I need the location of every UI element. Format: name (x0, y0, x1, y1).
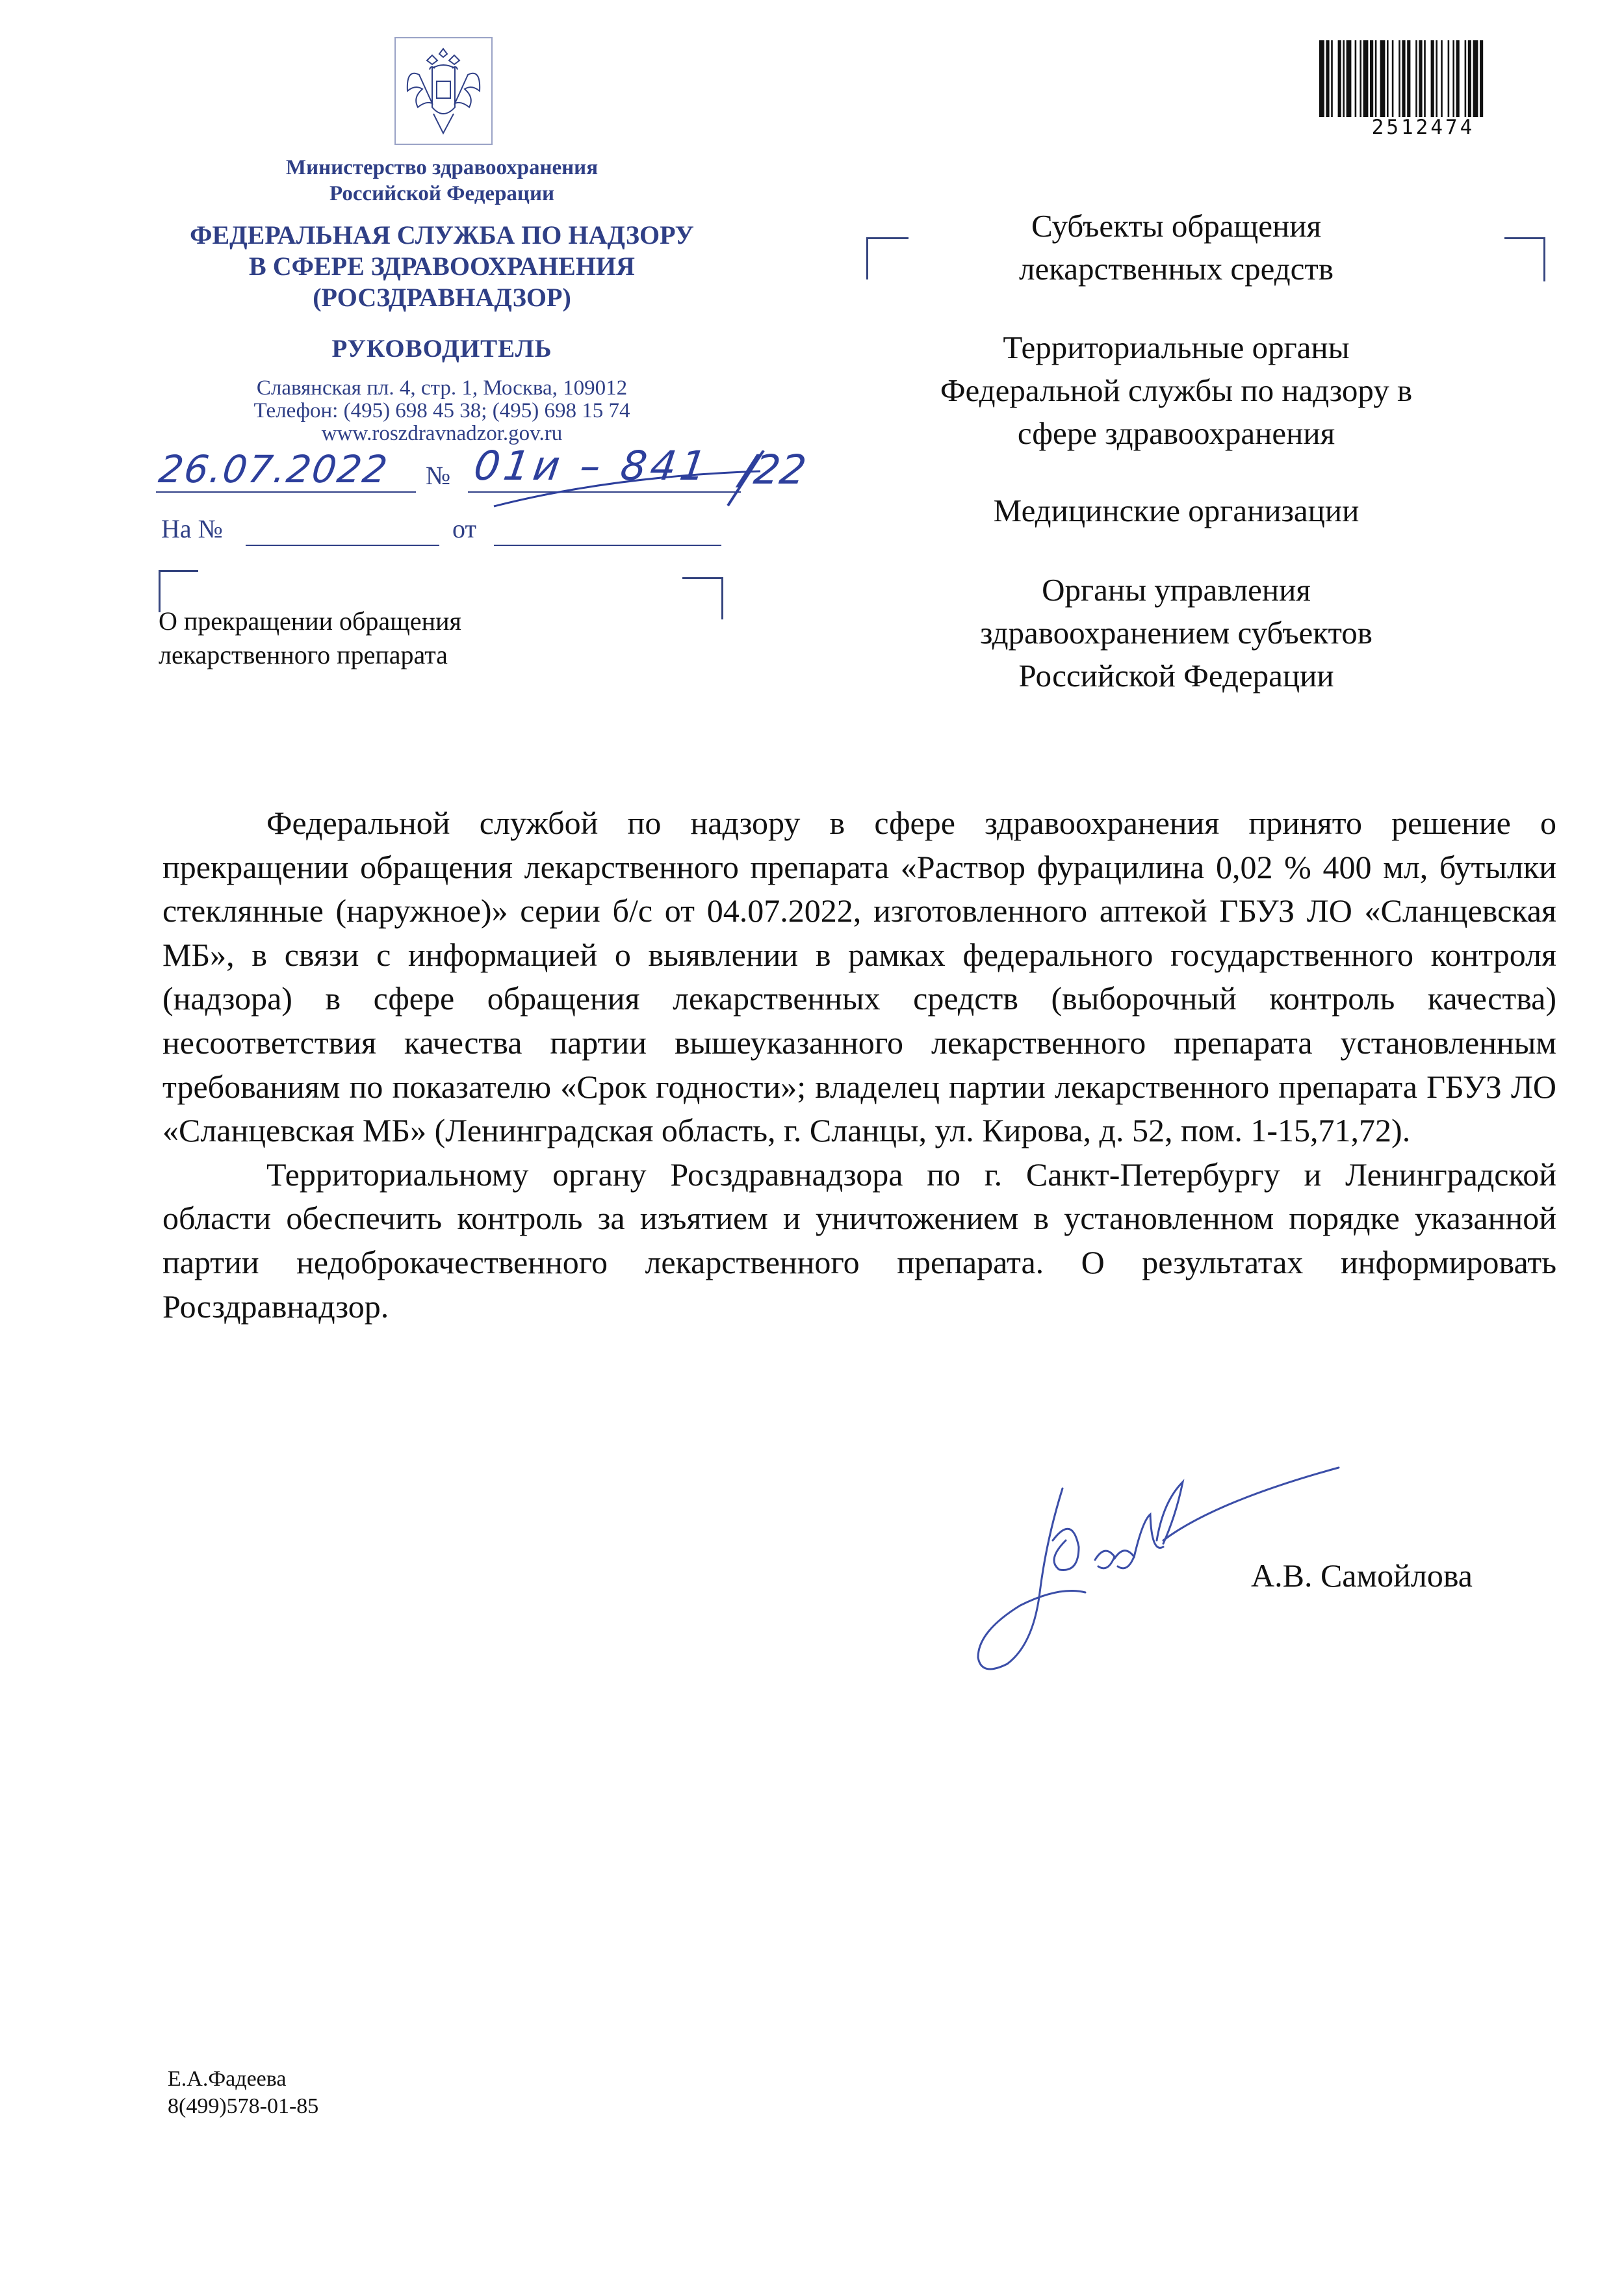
service-line-3: (РОСЗДРАВНАДЗОР) (313, 283, 571, 312)
subject (159, 604, 461, 672)
website-line: www.roszdravnadzor.gov.ru (321, 422, 563, 445)
recipient-2-line-3: сфере здравоохранения (1017, 415, 1335, 451)
barcode-bar (1355, 40, 1357, 117)
from-label: от (452, 514, 476, 543)
barcode-bar (1360, 40, 1361, 117)
barcode-bar (1448, 40, 1450, 117)
reply-number-field (246, 545, 439, 546)
address-line: Славянская пл. 4, стр. 1, Москва, 109012 (256, 376, 628, 400)
executor-phone: 8(499)578-01-85 (168, 2094, 319, 2118)
barcode-bar (1407, 40, 1410, 117)
recipient-1-line-2: лекарственных средств (1019, 251, 1334, 287)
subject-bracket-right (682, 577, 723, 619)
signer-name: А.В. Самойлова (1251, 1557, 1473, 1594)
ministry-name (143, 155, 741, 207)
subject-line-2: лекарственного препарата (159, 640, 448, 669)
recipient-3-line-1: Медицинские организации (993, 493, 1360, 528)
barcode-bar (1452, 40, 1454, 117)
service-line-2: В СФЕРЕ ЗДРАВООХРАНЕНИЯ (249, 252, 635, 281)
recipient-2-line-2: Федеральной службы по надзору в (940, 372, 1413, 408)
executor-block (168, 2066, 318, 2120)
letter-body (162, 801, 1556, 1329)
barcode-bar (1375, 40, 1377, 117)
body-paragraph-1: Федеральной службой по надзору в сфере здравоохранения принято решение о прекращении обращения лекарственного препарата «Раствор фурацилина 0,02 % 400 мл, бутылки стеклянные (наружное)» серии б/с от 04.07.2022, изготовленного аптекой ГБУЗ ЛО «Сланцевская МБ», в связи с информацией о выявлении в рамках федерального государственного контроля (надзора) в сфере обращения лекарственных средств (выборочный контроль качества) несоответствия качества партии вышеуказанного лекарственного препарата установленным требованиям по показателю «Срок годности»; владелец партии лекарственного препарата ГБУЗ ЛО «Сланцевская МБ» (Ленинградская область, г. Сланцы, ул. Кирова, д. 52, пом. 1-15,71,72). (162, 805, 1556, 1149)
recipient-3 (871, 489, 1482, 532)
barcode-bar (1370, 40, 1373, 117)
recipient-4-line-3: Российской Федерации (1018, 658, 1334, 694)
barcode-bar (1380, 40, 1386, 117)
subject-line-1: О прекращении обращения (159, 606, 461, 636)
barcode-bar (1338, 40, 1341, 117)
body-paragraph-2: Территориальному органу Росздравнадзора по г. Санкт-Петербургу и Ленинградской области обеспечить контроль за изъятием и уничтожением в установленном порядке указанной партии недоброкачественного лекарственного препарата. О результатах информировать Росздравнадзор. (162, 1156, 1556, 1325)
recipient-2 (871, 326, 1482, 455)
barcode-bar (1363, 40, 1369, 117)
barcode-bar (1431, 40, 1434, 117)
recipient-1 (871, 205, 1482, 291)
barcode-bar (1468, 40, 1471, 117)
ministry-line-2: Российской Федерации (329, 182, 554, 205)
barcode-bar (1331, 40, 1333, 117)
barcode-bar (1326, 40, 1329, 117)
head-title: РУКОВОДИТЕЛЬ (331, 335, 552, 363)
coat-of-arms-icon (393, 36, 494, 146)
barcode (1319, 40, 1521, 117)
barcode-bar (1392, 40, 1394, 117)
barcode-bar (1343, 40, 1345, 117)
recipient-2-line-1: Территориальные органы (1003, 330, 1350, 365)
service-name (143, 220, 741, 313)
executor-name: Е.А.Фадеева (168, 2067, 287, 2091)
barcode-bar (1465, 40, 1467, 117)
barcode-bar (1456, 40, 1460, 117)
recipient-1-line-1: Субъекты обращения (1031, 208, 1321, 244)
barcode-bar (1436, 40, 1437, 117)
ministry-line-1: Министерство здравоохранения (285, 156, 599, 179)
barcode-number: 2512474 (1371, 116, 1475, 139)
reply-label: На № (161, 514, 223, 543)
barcode-bar (1387, 40, 1389, 117)
barcode-bar (1347, 40, 1352, 117)
phone-line: Телефон: (495) 698 45 38; (495) 698 15 74 (253, 399, 630, 422)
barcode-bar (1319, 40, 1324, 117)
barcode-bar (1424, 40, 1426, 117)
barcode-bar (1480, 40, 1483, 117)
recipient-4-line-2: здравоохранением субъектов (980, 615, 1373, 651)
barcode-bar (1402, 40, 1405, 117)
recipient-4 (871, 569, 1482, 697)
address-block (143, 377, 741, 445)
registration-suffix: /22 (737, 446, 809, 493)
barcode-bar (1415, 40, 1417, 117)
service-line-1: ФЕДЕРАЛЬНАЯ СЛУЖБА ПО НАДЗОРУ (190, 220, 694, 250)
recipient-bracket-right (1504, 237, 1545, 281)
registration-date: 26.07.2022 (156, 447, 391, 491)
number-sign: № (426, 461, 451, 490)
reply-date-field (494, 545, 721, 546)
barcode-bar (1419, 40, 1422, 117)
barcode-bar (1398, 40, 1400, 117)
recipient-4-line-1: Органы управления (1042, 572, 1311, 608)
barcode-bar (1473, 40, 1478, 117)
barcode-bar (1441, 40, 1443, 117)
registration-number: 01и – 841 (470, 442, 714, 489)
